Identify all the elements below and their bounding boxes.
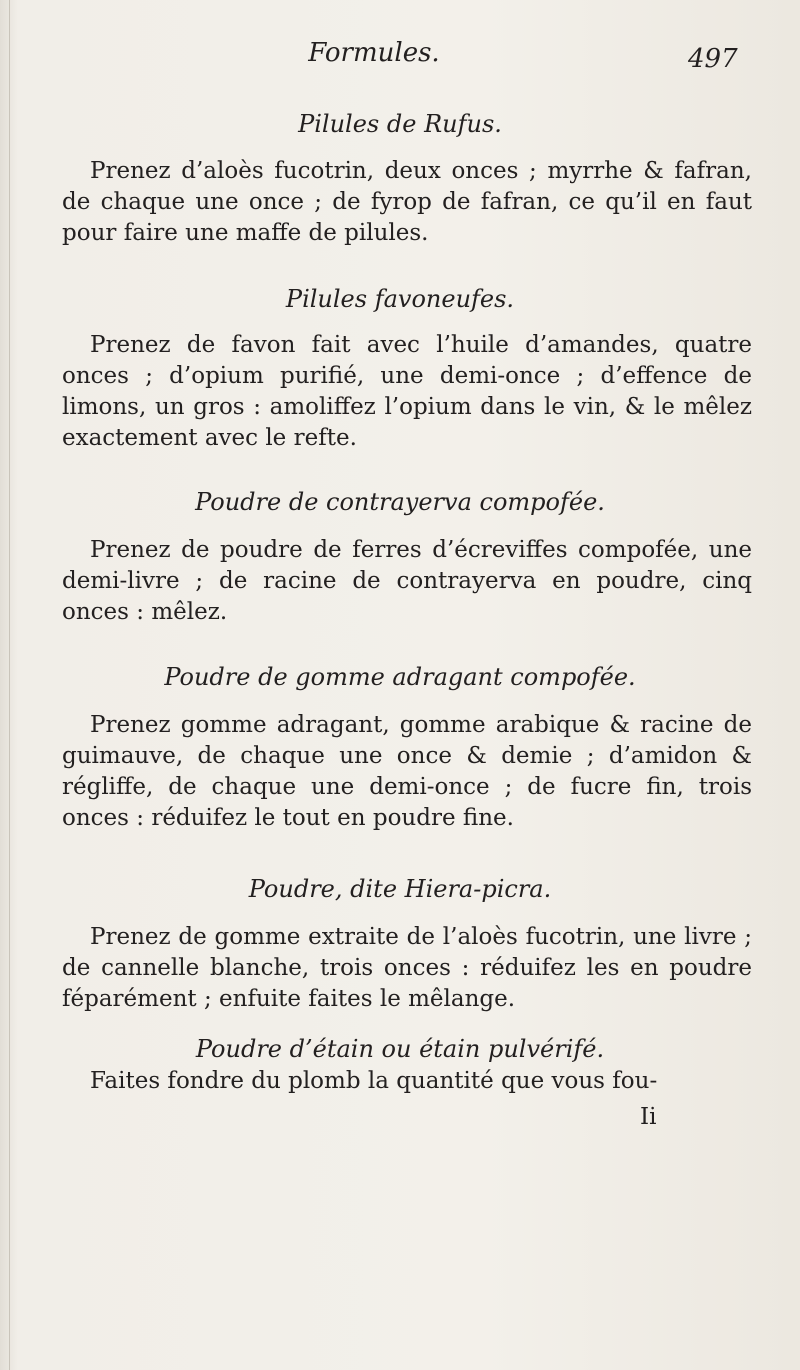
section-body: Faites fondre du plomb la quantité que vous fou-: [90, 1068, 658, 1094]
section-body: Prenez de favon fait avec l’huile d’amandes, quatre onces ; d’opium purifié, une demi-once ; d’effence de limons, un gros : amoliffez l’opium dans le vin, & le mêlez exactement avec le refte.: [62, 332, 752, 451]
section-body: Prenez de gomme extraite de l’aloès fucotrin, une livre ; de cannelle blanche, trois onces : réduifez les en poudre féparément ; enfuite faites le mêlange.: [62, 924, 752, 1012]
section-title: Poudre, dite Hiera-picra.: [248, 875, 552, 903]
section-title: Pilules de Rufus.: [298, 110, 502, 138]
section-title: Poudre de contrayerva compofée.: [195, 488, 605, 516]
section-title: Poudre de gomme adragant compofée.: [164, 663, 636, 691]
section-title: Pilules favoneufes.: [285, 285, 515, 313]
page-number: 497: [688, 44, 738, 74]
signature-mark: Ii: [640, 1104, 657, 1130]
section-body: Prenez d’aloès fucotrin, deux onces ; myrrhe & fafran, de chaque une once ; de fyrop de fafran, ce qu’il en faut pour faire une maffe de pilules.: [62, 158, 752, 246]
section-title: Poudre d’étain ou étain pulvérifé.: [195, 1035, 605, 1063]
running-title: Formules.: [308, 38, 440, 68]
section-body: Prenez gomme adragant, gomme arabique & racine de guimauve, de chaque une once & demie ; d’amidon & régliffe, de chaque une demi-once ; de fucre fin, trois onces : réduifez le tout en poudre fine.: [62, 712, 752, 831]
section-body: Prenez de poudre de ferres d’écreviffes compofée, une demi-livre ; de racine de contrayerva en poudre, cinq onces : mêlez.: [62, 537, 752, 625]
running-head: [0, 38, 800, 68]
